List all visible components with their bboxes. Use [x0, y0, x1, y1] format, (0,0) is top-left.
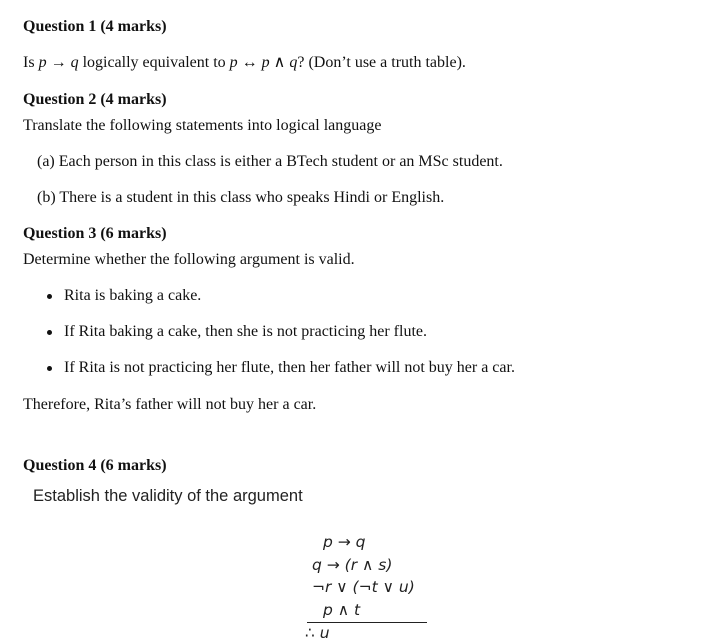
q2-item-b: (b) There is a student in this class who speaks Hindi or English. — [37, 189, 445, 206]
q1-expr-biconditional: p ↔ p ∧ q — [229, 54, 298, 71]
bullet-icon — [47, 330, 52, 335]
q4-premise-3: ¬r ∨ (¬t ∨ u) — [312, 578, 415, 596]
q2-title: Question 2 (4 marks) — [23, 91, 167, 108]
bullet-icon — [47, 366, 52, 371]
q3-bullet-3 — [47, 358, 515, 378]
q3-title: Question 3 (6 marks) — [23, 225, 167, 242]
q4-premise-1: p → q — [323, 533, 366, 551]
q2-intro: Translate the following statements into logical language — [23, 117, 382, 134]
q1-text-mid: logically equivalent to — [78, 54, 230, 71]
q3-bullet-3-text: If Rita is not practicing her flute, then her father will not buy her a car. — [64, 359, 515, 376]
q1-text-end: ? (Don’t use a truth table). — [297, 54, 466, 71]
q1-title: Question 1 (4 marks) — [23, 18, 167, 35]
q4-title: Question 4 (6 marks) — [23, 457, 167, 474]
q3-intro: Determine whether the following argument is valid. — [23, 251, 355, 268]
q4-intro: Establish the validity of the argument — [33, 487, 303, 505]
q3-bullet-1-text: Rita is baking a cake. — [64, 287, 202, 304]
q1-question — [23, 53, 466, 73]
bullet-icon — [47, 294, 52, 299]
q4-conclusion: ∴ u — [305, 624, 330, 642]
q3-bullet-2-text: If Rita baking a cake, then she is not practicing her flute. — [64, 323, 427, 340]
q1-text-is: Is — [23, 54, 39, 71]
q3-conclusion: Therefore, Rita’s father will not buy her a car. — [23, 396, 317, 413]
q4-premise-2: q → (r ∧ s) — [312, 556, 393, 574]
q1-expr-implication: p → q — [38, 54, 79, 71]
q4-premise-4: p ∧ t — [323, 601, 361, 619]
q3-bullet-2 — [47, 322, 427, 342]
q2-item-a: (a) Each person in this class is either a BTech student or an MSc student. — [37, 153, 503, 170]
q3-bullet-1 — [47, 286, 201, 306]
